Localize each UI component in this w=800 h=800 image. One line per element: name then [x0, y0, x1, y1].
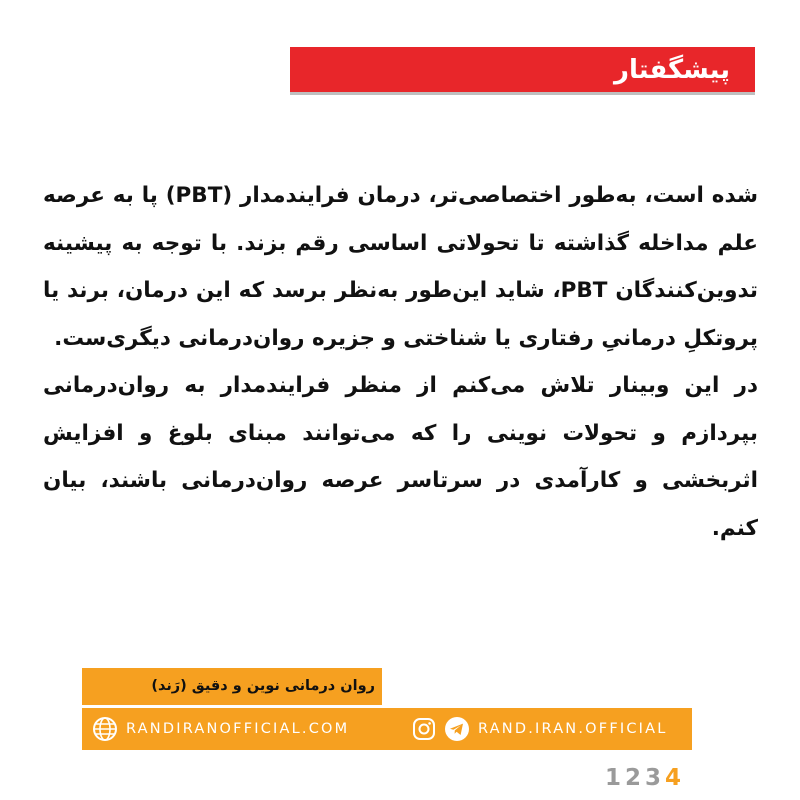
- paragraph-2: در این وبینار تلاش می‌کنم از منظر فرایندمدار به روان‌درمانی بپردازم و تحولات نوینی را که می‌توانند مبنای بلوغ و افزایش اثربخشی و کارآمدی در سرتاسر عرصه روان‌درمانی باشند، بیان کنم.: [43, 373, 758, 541]
- page-number-2[interactable]: 2: [624, 765, 645, 791]
- page-number-3[interactable]: 3: [644, 765, 665, 791]
- website-link[interactable]: [92, 708, 349, 750]
- social-handle-text: RAND.IRAN.OFFICIAL: [478, 721, 668, 737]
- website-text: RANDIRANOFFICIAL.COM: [126, 721, 350, 737]
- globe-icon: [92, 716, 118, 742]
- instagram-icon[interactable]: [412, 717, 436, 741]
- telegram-icon[interactable]: [444, 716, 470, 742]
- page-indicator: [605, 765, 685, 791]
- page-title: پیشگفتار: [613, 55, 730, 85]
- tagline-text: روان درمانی نوین و دقیق (رَند): [151, 678, 375, 694]
- page-number-1[interactable]: 1: [604, 765, 625, 791]
- title-banner-shadow: [290, 92, 755, 95]
- social-links: [412, 708, 668, 750]
- body-text: [43, 172, 758, 552]
- page-number-4-current[interactable]: 4: [664, 765, 685, 791]
- paragraph-1: شده است، به‌طور اختصاصی‌تر، درمان فرایندمدار (PBT) پا به عرصه علم مداخله گذاشته تا تحولاتی اساسی رقم بزند. با توجه به پیشینه تدوین‌کنندگان PBT، شاید این‌طور به‌نظر برسد که این درمان، برند یا پروتکلِ درمانیِ رفتاری یا شناختی و جزیره روان‌درمانی دیگری‌ست.: [43, 183, 759, 351]
